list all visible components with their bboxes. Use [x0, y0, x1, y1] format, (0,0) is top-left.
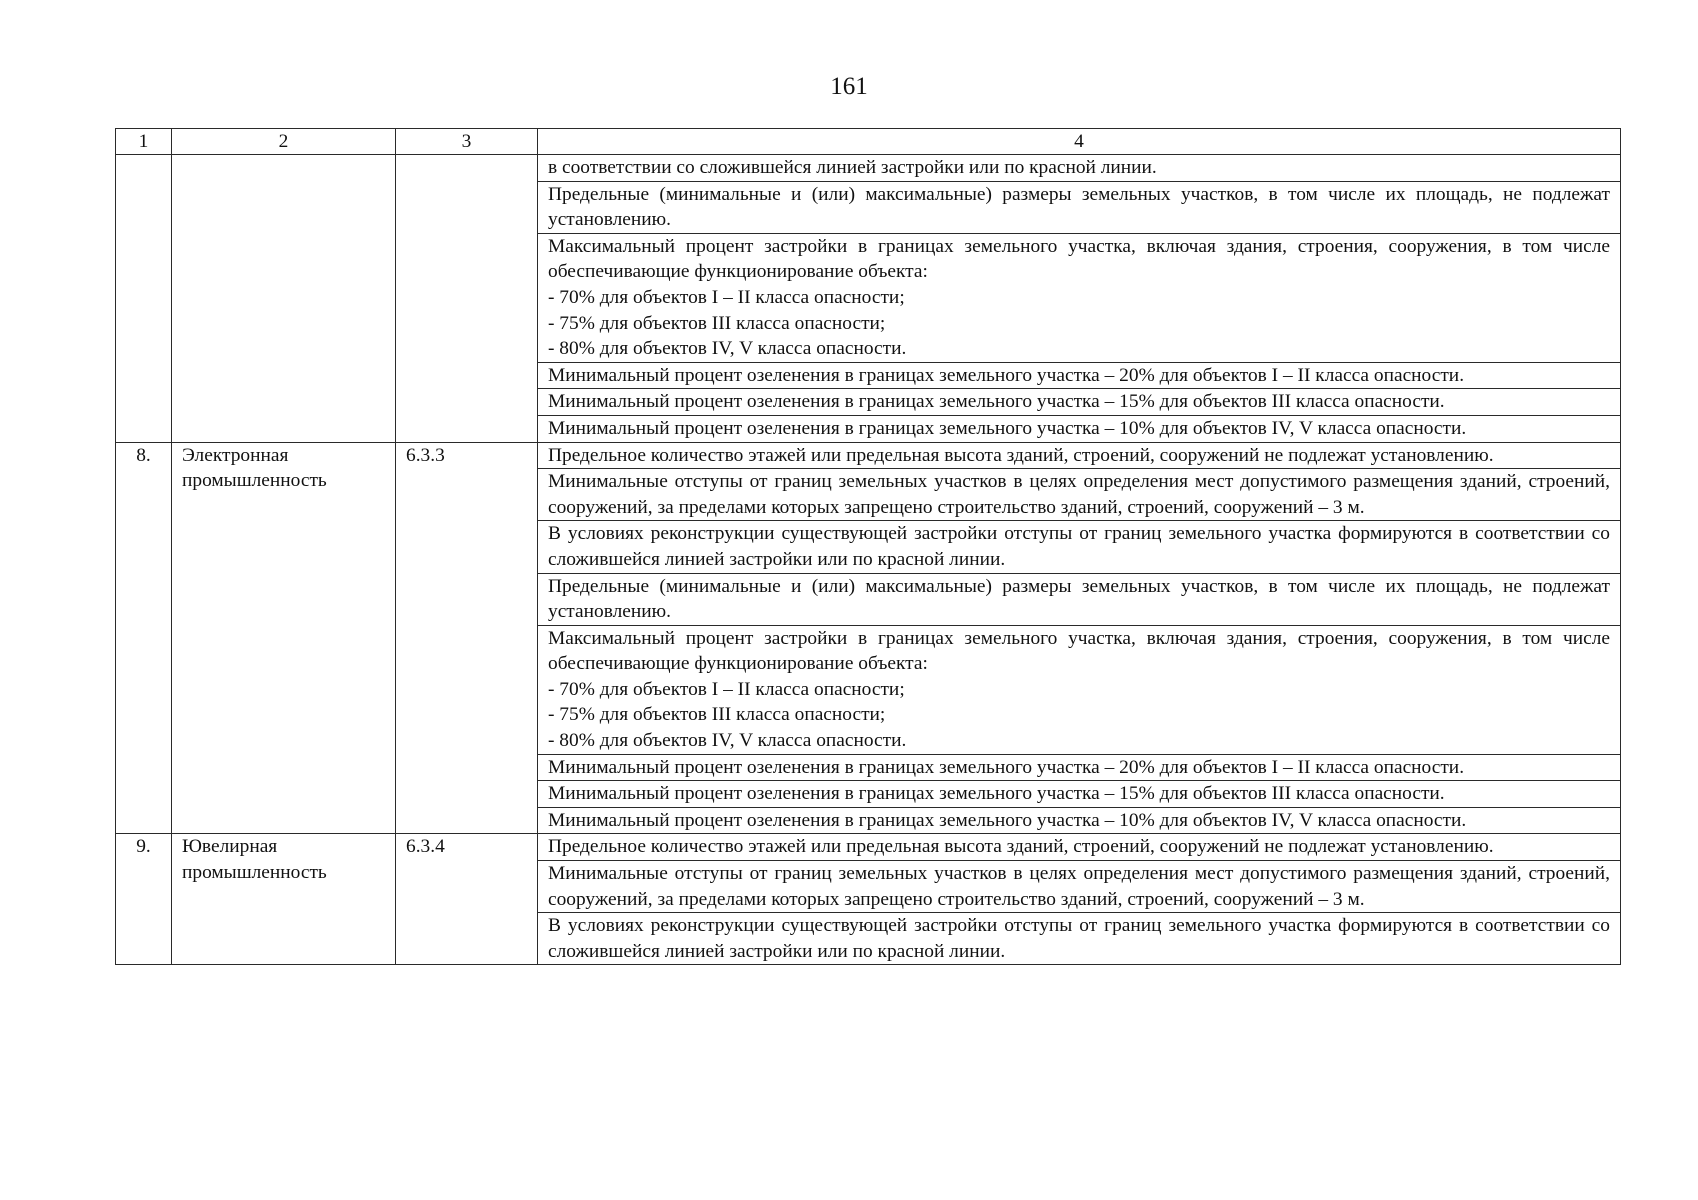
table-row — [116, 155, 1621, 182]
requirement-text: Предельные (минимальные и (или) максимальные) размеры земельных участков, в том числе их площадь, не подлежат установлению. — [548, 575, 1610, 623]
requirement-text: Минимальный процент озеленения в границах земельного участка – 20% для объектов I – II класса опасности. — [548, 364, 1465, 386]
requirement-text: - 70% для объектов I – II класса опасности; — [548, 286, 905, 308]
requirement-cell — [538, 754, 1621, 781]
row-number-cell — [116, 155, 172, 443]
requirement-text: - 80% для объектов IV, V класса опасности. — [548, 730, 907, 752]
requirement-cell — [538, 521, 1621, 573]
requirement-cell — [538, 807, 1621, 834]
table-row — [116, 442, 1621, 469]
requirement-cell — [538, 834, 1621, 861]
requirement-text: Предельные (минимальные и (или) максимальные) размеры земельных участков, в том числе их площадь, не подлежат установлению. — [548, 183, 1610, 231]
activity-name-cell: Ювелирная промышленность — [172, 834, 396, 965]
requirement-cell — [538, 181, 1621, 233]
column-number-header-row — [116, 129, 1621, 155]
requirement-text: - 75% для объектов III класса опасности; — [548, 704, 886, 726]
requirement-text: - 75% для объектов III класса опасности; — [548, 312, 886, 334]
requirement-text: Минимальный процент озеленения в границах земельного участка – 10% для объектов IV, V класса опасности. — [548, 809, 1467, 831]
row-number-cell: 9. — [116, 834, 172, 965]
column-4-header: 4 — [538, 129, 1621, 155]
requirement-text: Минимальный процент озеленения в границах земельного участка – 20% для объектов I – II класса опасности. — [548, 756, 1465, 778]
requirement-text: Минимальный процент озеленения в границах земельного участка – 15% для объектов III класса опасности. — [548, 783, 1445, 805]
column-2-header: 2 — [172, 129, 396, 155]
requirement-cell — [538, 573, 1621, 625]
requirement-cell — [538, 913, 1621, 965]
activity-code-cell — [396, 155, 538, 443]
requirement-text: Предельное количество этажей или предельная высота зданий, строений, сооружений не подлежат установлению. — [548, 836, 1494, 858]
requirement-cell — [538, 781, 1621, 808]
requirement-text: Минимальный процент озеленения в границах земельного участка – 10% для объектов IV, V класса опасности. — [548, 417, 1467, 439]
requirement-cell — [538, 415, 1621, 442]
requirement-text: - 80% для объектов IV, V класса опасности. — [548, 338, 907, 360]
row-number-cell: 8. — [116, 442, 172, 834]
page-number: 161 — [830, 73, 868, 100]
activity-name-cell — [172, 155, 396, 443]
requirement-cell — [538, 389, 1621, 416]
requirement-cell — [538, 155, 1621, 182]
requirement-text: В условиях реконструкции существующей застройки отступы от границ земельного участка формируются в соответствии со сложившейся линией застройки или по красной линии. — [548, 915, 1610, 962]
requirement-text: Минимальные отступы от границ земельных участков в целях определения мест допустимого размещения зданий, строений, сооружений, за пределами которых запрещено строительство зданий, строений, сооружений – 3 м. — [548, 863, 1610, 910]
requirement-cell — [538, 442, 1621, 469]
requirement-cell — [538, 625, 1621, 754]
requirement-text: Предельное количество этажей или предельная высота зданий, строений, сооружений не подлежат установлению. — [548, 444, 1494, 466]
regulations-table — [115, 128, 1621, 965]
requirement-text: Максимальный процент застройки в границах земельного участка, включая здания, строения, сооружения, в том числе обеспечивающие функционирование объекта: — [548, 235, 1610, 283]
column-1-header: 1 — [116, 129, 172, 155]
activity-name-cell: Электронная промышленность — [172, 442, 396, 834]
requirement-cell — [538, 469, 1621, 521]
requirement-cell — [538, 362, 1621, 389]
requirement-cell — [538, 861, 1621, 913]
activity-code-cell: 6.3.4 — [396, 834, 538, 965]
activity-code-cell: 6.3.3 — [396, 442, 538, 834]
requirement-text: Минимальный процент озеленения в границах земельного участка – 15% для объектов III класса опасности. — [548, 391, 1445, 413]
requirement-text: Минимальные отступы от границ земельных участков в целях определения мест допустимого размещения зданий, строений, сооружений, за пределами которых запрещено строительство зданий, строений, сооружений – 3 м. — [548, 471, 1610, 518]
requirement-cell — [538, 233, 1621, 362]
requirement-text: Максимальный процент застройки в границах земельного участка, включая здания, строения, сооружения, в том числе обеспечивающие функционирование объекта: — [548, 627, 1610, 675]
requirement-text: - 70% для объектов I – II класса опасности; — [548, 678, 905, 700]
requirement-text: В условиях реконструкции существующей застройки отступы от границ земельного участка формируются в соответствии со сложившейся линией застройки или по красной линии. — [548, 523, 1610, 570]
requirement-text: в соответствии со сложившейся линией застройки или по красной линии. — [548, 157, 1157, 178]
column-3-header: 3 — [396, 129, 538, 155]
table-row — [116, 834, 1621, 861]
